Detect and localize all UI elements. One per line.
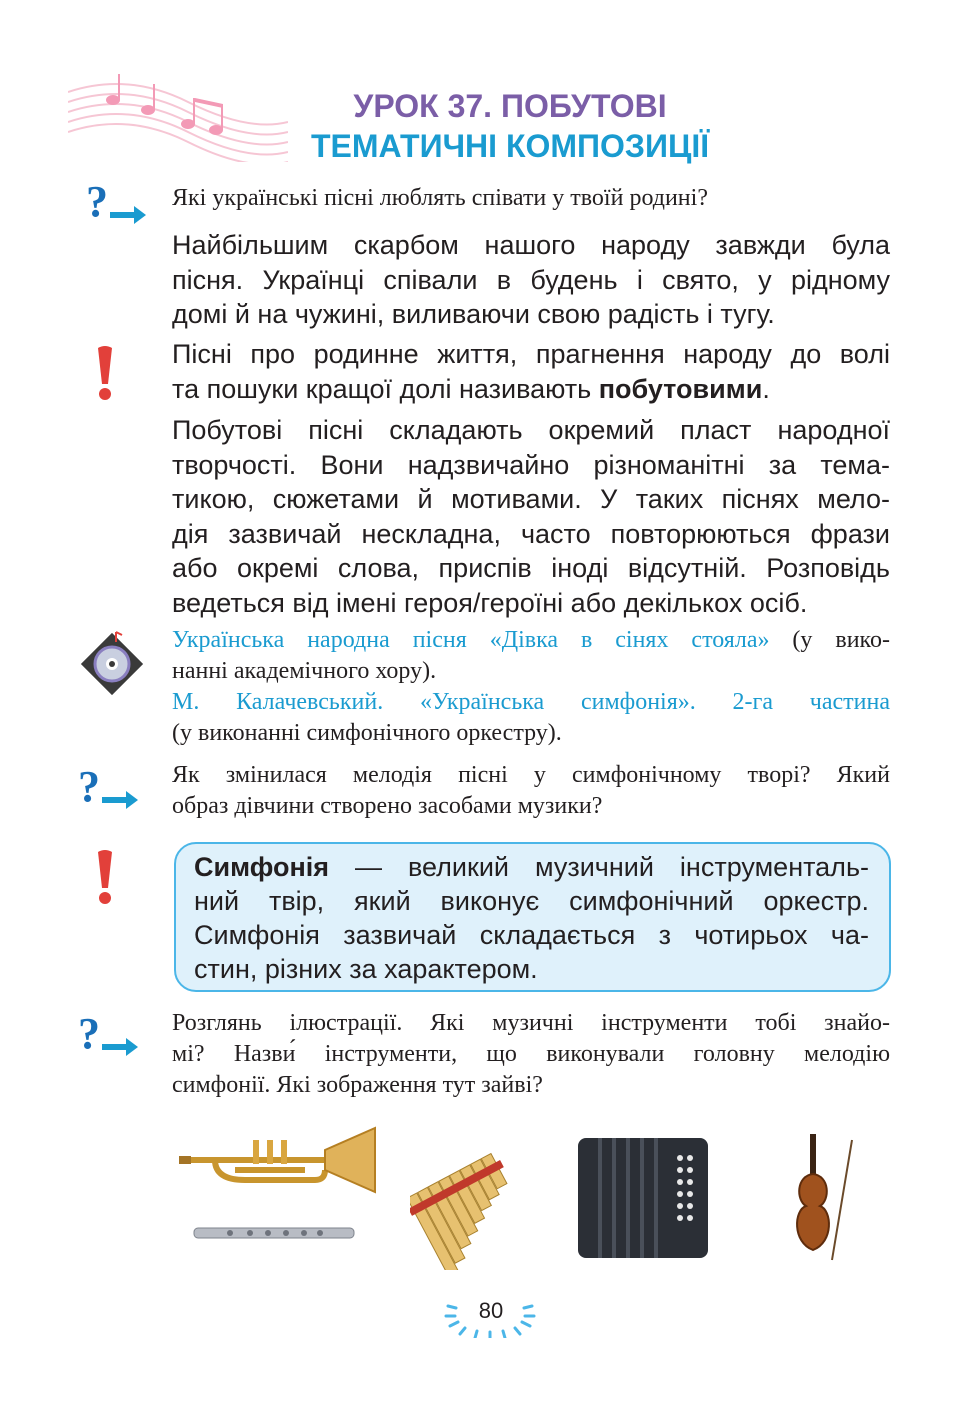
paragraph-line: дія зазвичай нескладна, часто повторюються фрази: [172, 518, 890, 549]
paragraph-line: або окремі слова, приспів іноді відсутній. Розповідь: [172, 553, 890, 583]
accordion-image: [568, 1128, 718, 1268]
listening-item-1-title: Українська народна пісня «Дівка в сінях стояла»: [172, 627, 770, 653]
paragraph-intro: [172, 228, 890, 332]
question-2: [172, 760, 890, 822]
question-arrow-icon: [78, 765, 140, 809]
definition-box: [174, 842, 891, 992]
lesson-title-line2: ТЕМАТИЧНІ КОМПОЗИЦІЇ: [310, 128, 710, 164]
definition-line: Симфонія зазвичай складається з чотирьох ча-: [194, 920, 869, 950]
listening-list: [172, 625, 890, 749]
question-arrow-icon: [78, 1012, 140, 1056]
paragraph-line: творчості. Вони надзвичайно різноманітні за тема-: [172, 449, 890, 480]
lesson-title-line1: УРОК 37. ПОБУТОВІ: [353, 88, 667, 124]
question-line: мі? Назви́ інструменти, що виконували головну мелодію: [172, 1041, 890, 1067]
flute-image: [190, 1218, 360, 1248]
panpipes-image: [410, 1150, 530, 1270]
svg-text:?: ?: [78, 1012, 100, 1056]
listening-item-2-title: М. Калачевський. «Українська симфонія». 2-га частина: [172, 689, 890, 715]
important-note-1: [172, 337, 890, 406]
definition-text: [194, 850, 869, 986]
paragraph-line: Побутові пісні складають окремий пласт народної: [172, 415, 890, 445]
listening-item-1-line: [172, 625, 890, 656]
question-3: [172, 1008, 890, 1101]
definition-line: [194, 850, 869, 884]
paragraph-description: [172, 413, 890, 620]
exclamation-icon: [94, 344, 116, 402]
paragraph-line: Найбільшим скарбом нашого народу завжди була: [172, 230, 890, 260]
question-arrow-icon: [86, 180, 148, 224]
page-number: 80: [478, 1298, 504, 1323]
definition-line: стин, різних за характером.: [194, 954, 538, 984]
music-notes-decoration: [68, 62, 288, 162]
question-line: симфонії. Які зображення тут зайві?: [172, 1072, 543, 1098]
question-line: Як змінилася мелодія пісні у симфонічному творі? Який: [172, 762, 890, 788]
paragraph-line: ведеться від імені героя/героїні або декількох осіб.: [172, 587, 808, 618]
listening-item-1-note-cont: нанні академічного хору).: [172, 658, 437, 684]
paragraph-line: пісня. Українці співали в будень і свято, у рідному: [172, 264, 890, 295]
definition-text-part: — великий музичний інструменталь-: [329, 852, 869, 882]
question-line: образ дівчини створено засобами музики?: [172, 793, 603, 819]
important-line: [172, 372, 890, 407]
question-1: Які українські пісні люблять співати у твоїй родині?: [172, 185, 708, 211]
question-line: Розглянь ілюстрації. Які музичні інструменти тобі знайо-: [172, 1010, 890, 1036]
important-text: та пошуки кращої долі називають: [172, 373, 599, 404]
definition-term: Симфонія: [194, 852, 330, 882]
key-term-pobutovi: побутовими: [598, 373, 763, 404]
paragraph-line: домі й на чужині, виливаючи свою радість і тугу.: [172, 299, 775, 329]
paragraph-line: тикою, сюжетами й мотивами. У таких піснях мело-: [172, 484, 890, 514]
violin-image: [782, 1130, 862, 1270]
trumpet-image: [175, 1120, 385, 1200]
cd-listening-icon: [76, 628, 148, 700]
svg-text:?: ?: [78, 765, 100, 809]
important-text-end: .: [762, 373, 770, 404]
listening-item-2-note: (у виконанні симфонічного оркестру).: [172, 720, 562, 746]
lesson-title: [260, 86, 760, 166]
listening-item-1-note: (у вико-: [769, 627, 890, 653]
exclamation-icon: [94, 848, 116, 906]
definition-line: ний твір, який виконує симфонічний оркестр.: [194, 886, 869, 916]
important-line: Пісні про родинне життя, прагнення народу до волі: [172, 339, 890, 369]
svg-text:?: ?: [86, 180, 108, 224]
